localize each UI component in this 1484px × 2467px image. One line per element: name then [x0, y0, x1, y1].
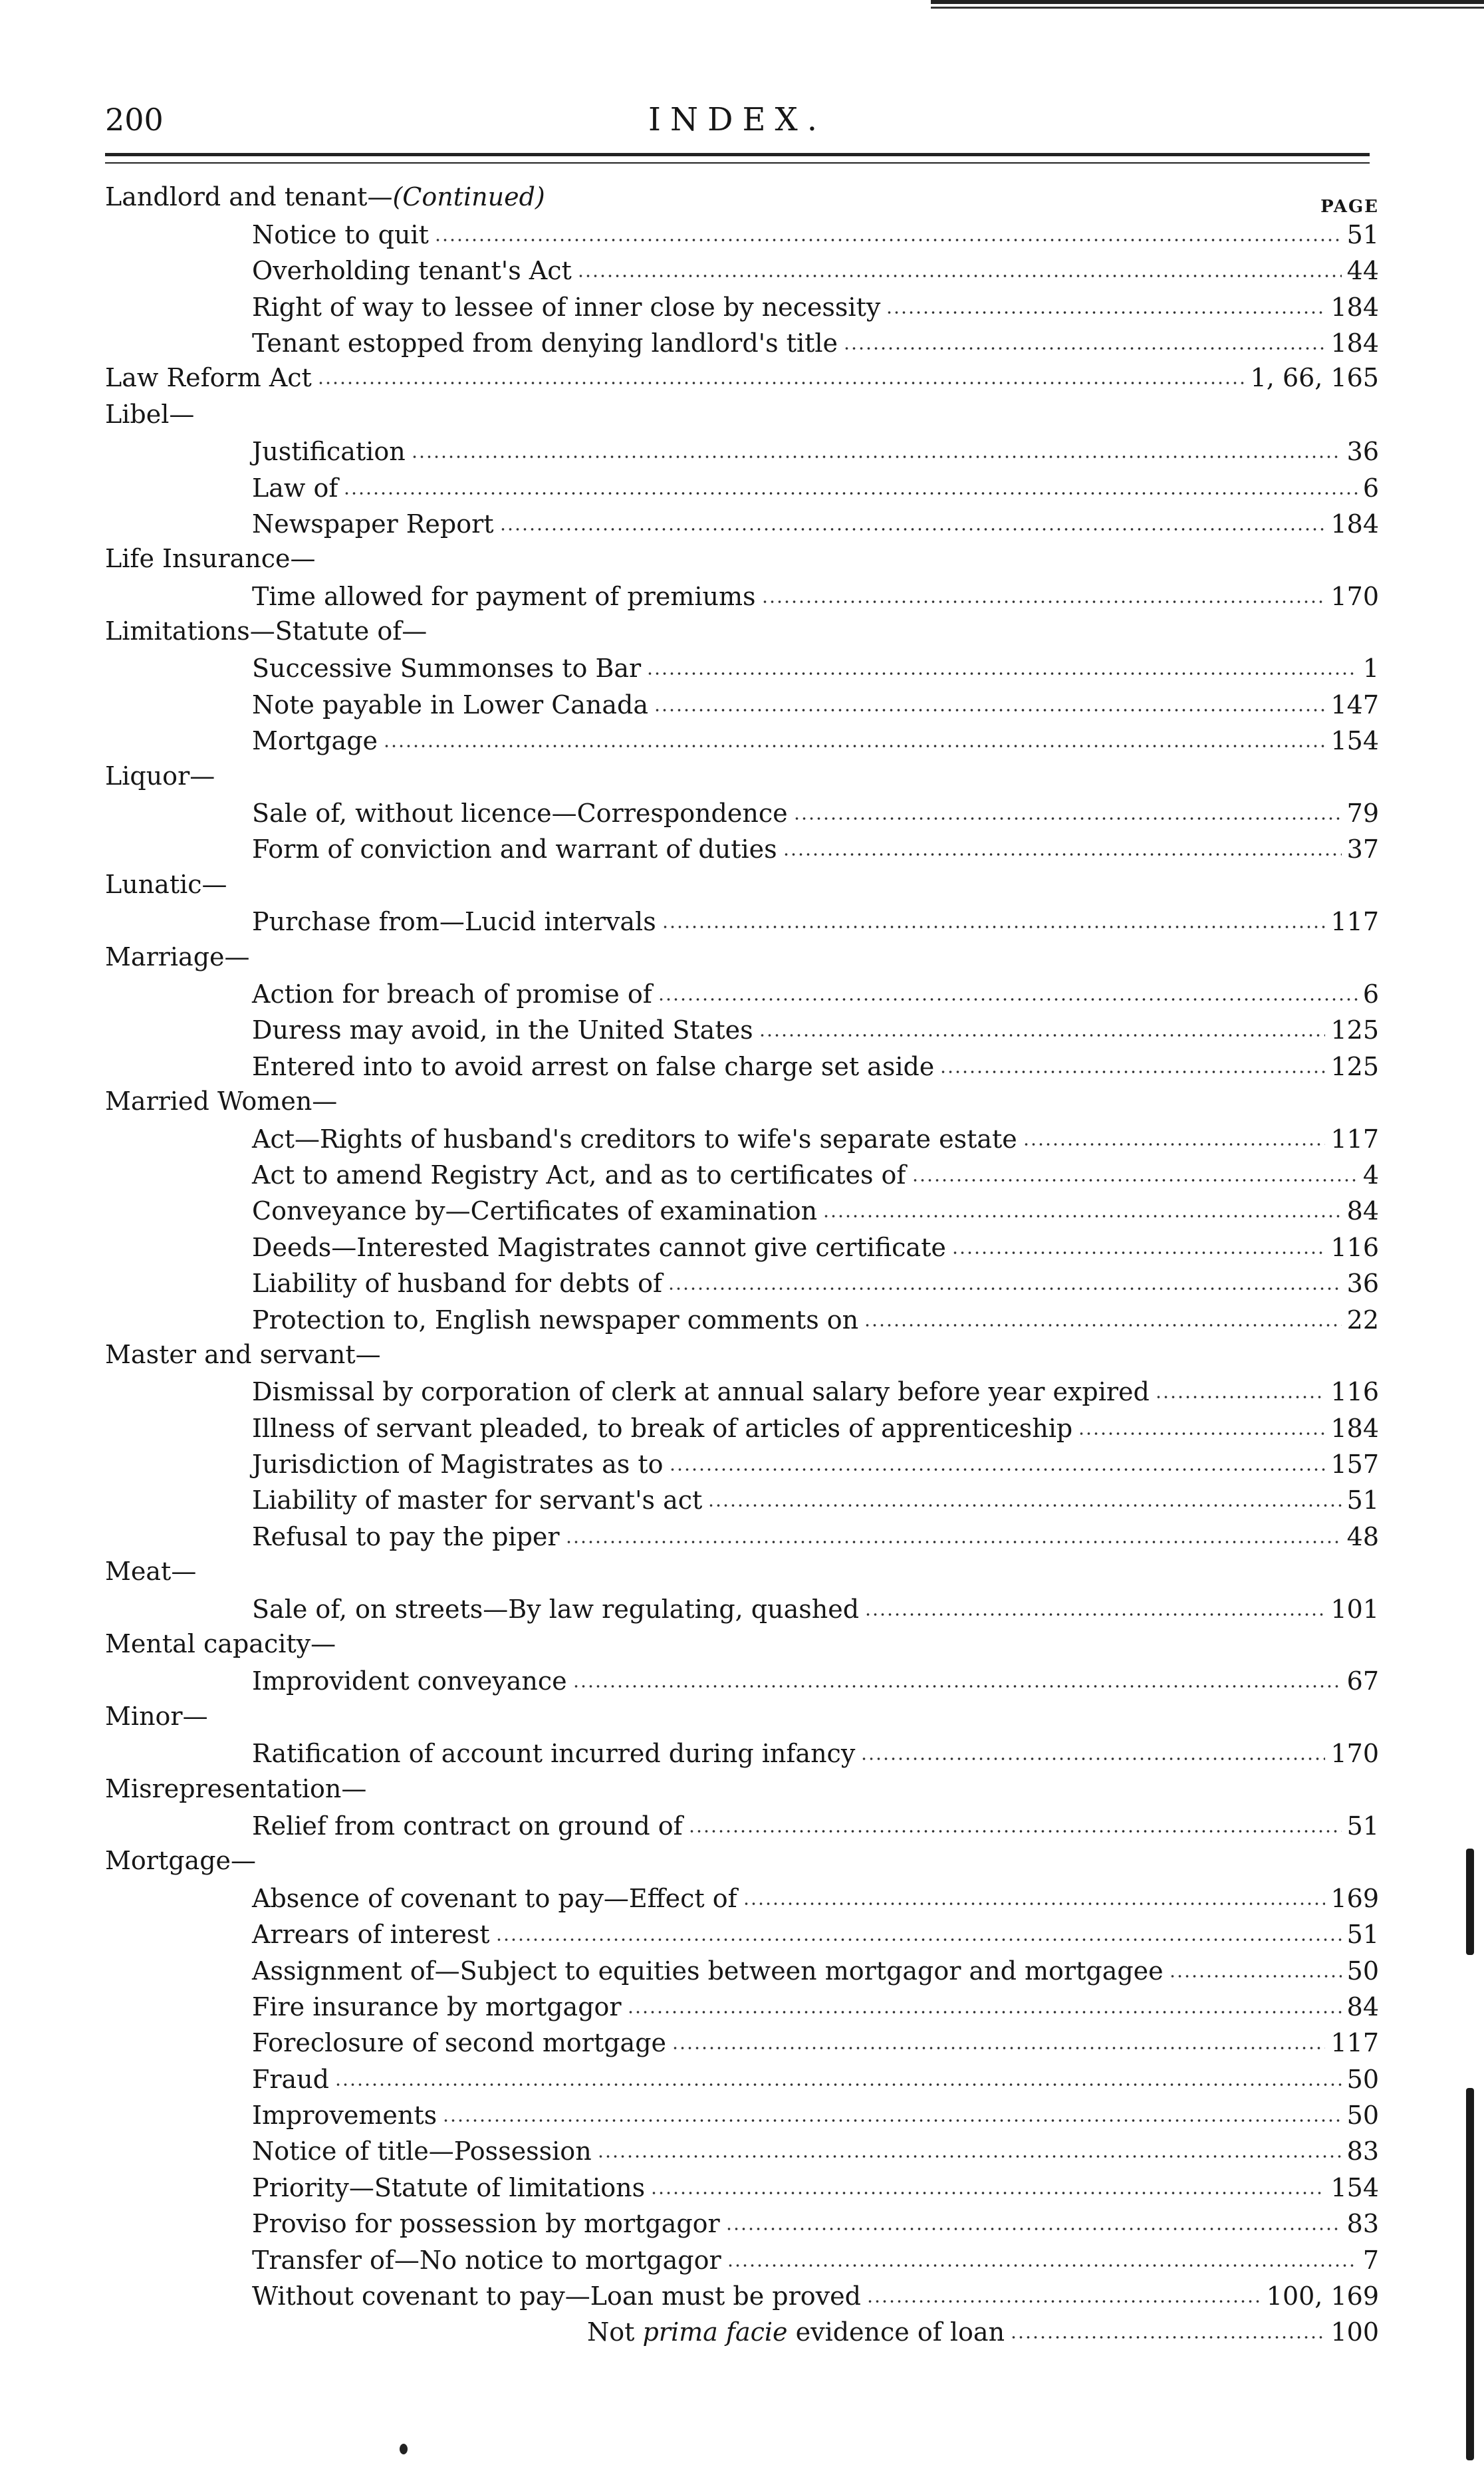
dot-leader [672, 2046, 1325, 2050]
entry-text-main: Fire insurance by mortgagor [252, 1992, 622, 2021]
entry-page-ref: 169 [1330, 1883, 1379, 1913]
dot-leader [654, 708, 1325, 712]
entry-text-main: Action for breach of promise of [252, 979, 652, 1009]
entry-text-main: Transfer of—No notice to mortgagor [252, 2245, 721, 2275]
index-entry [105, 687, 1379, 723]
index-entry [105, 507, 1379, 543]
entry-page-ref: 51 [1346, 1811, 1379, 1841]
entry-text [105, 942, 250, 972]
index-heading [105, 1772, 1379, 1808]
entry-text-main: Successive Summonses to Bar [252, 654, 642, 684]
index-entry [105, 2061, 1379, 2097]
dot-leader [597, 2154, 1342, 2158]
entry-text [252, 473, 338, 503]
index-entry [105, 253, 1379, 289]
index-entry [105, 1664, 1379, 1700]
entry-page-ref: 100, 169 [1266, 2281, 1379, 2311]
index-entry [105, 796, 1379, 832]
entry-text [252, 1522, 560, 1551]
entry-text-main: Improvident conveyance [252, 1666, 567, 1696]
entry-text [252, 1666, 567, 1696]
dot-leader [334, 2083, 1342, 2087]
entry-text-main: Relief from contract on ground of [252, 1811, 683, 1841]
dot-leader [668, 1287, 1342, 1291]
dot-leader [650, 2191, 1325, 2195]
entry-page-ref: 184 [1330, 328, 1379, 358]
index-heading [105, 1085, 1379, 1121]
dot-leader [383, 744, 1325, 748]
page-header [105, 100, 1370, 146]
dot-leader [939, 1070, 1325, 1074]
entry-text [105, 1557, 196, 1586]
index-entry [105, 2025, 1379, 2061]
entry-text-main: Minor— [105, 1701, 208, 1731]
entry-text-main: Absence of covenant to pay—Effect of [252, 1883, 737, 1913]
running-title: INDEX. [648, 101, 826, 138]
dot-leader [688, 1829, 1342, 1833]
entry-text-main: Married Women— [105, 1087, 338, 1116]
dot-leader [1078, 1432, 1325, 1436]
entry-text-main: Tenant estopped from denying landlord's title [252, 328, 838, 358]
entry-page-ref: 83 [1346, 2209, 1379, 2239]
index-heading [105, 181, 1379, 217]
entry-text-main: Marriage— [105, 942, 250, 972]
entry-text [252, 1884, 737, 1913]
entry-page-ref: 117 [1330, 907, 1379, 937]
entry-text-main: Life Insurance— [105, 544, 316, 574]
index-entry [105, 1121, 1379, 1157]
dot-leader [886, 311, 1325, 315]
entry-text-main: Misrepresentation— [105, 1773, 367, 1803]
entry-text-main: Notice to quit [252, 219, 429, 249]
entry-page-ref: 125 [1330, 1015, 1379, 1045]
entry-page-ref: 79 [1346, 799, 1379, 829]
index-entry [105, 832, 1379, 868]
index-entry [105, 2315, 1379, 2351]
entry-page-ref: 101 [1330, 1594, 1379, 1624]
index-heading [105, 543, 1379, 579]
entry-page-ref: 7 [1362, 2245, 1379, 2275]
index-list [105, 181, 1379, 2351]
entry-text-main: Note payable in Lower Canada [252, 690, 649, 719]
entry-text [252, 1377, 1150, 1406]
scan-edge-right [1466, 2088, 1474, 2460]
index-entry [105, 2242, 1379, 2278]
index-heading [105, 362, 1379, 398]
dot-leader [565, 1540, 1342, 1544]
entry-text [252, 1811, 683, 1841]
entry-page-ref: 84 [1346, 1992, 1379, 2021]
entry-text-main: Deeds—Interested Magistrates cannot give certificate [252, 1232, 946, 1262]
entry-text-main: Act—Rights of husband's creditors to wife's separate estate [252, 1124, 1017, 1154]
index-heading [105, 868, 1379, 904]
entry-text [252, 1739, 855, 1768]
index-entry [105, 1953, 1379, 1989]
entry-text-tail: evidence of loan [787, 2317, 1005, 2347]
dot-leader [864, 1323, 1342, 1327]
index-entry [105, 2134, 1379, 2170]
entry-text [252, 799, 788, 828]
scan-edge-right [1466, 1849, 1474, 1955]
entry-text-main: Sale of, without licence—Correspondence [252, 799, 788, 829]
index-entry [105, 2279, 1379, 2315]
entry-text-main: Arrears of interest [252, 1920, 490, 1950]
index-heading [105, 940, 1379, 976]
entry-page-ref: 154 [1330, 2172, 1379, 2202]
dot-leader [627, 2010, 1342, 2014]
entry-text [252, 2246, 721, 2275]
entry-text [252, 2173, 645, 2202]
entry-text-main: Master and servant— [105, 1339, 381, 1369]
entry-text [252, 256, 572, 285]
index-entry [105, 1990, 1379, 2025]
entry-page-ref: 116 [1330, 1232, 1379, 1262]
dot-leader [743, 1902, 1326, 1906]
entry-page-ref: 4 [1362, 1160, 1379, 1190]
entry-text [252, 2281, 861, 2311]
entry-text-main: Act to amend Registry Act, and as to certificates of [252, 1160, 906, 1190]
entry-page-ref: 22 [1346, 1305, 1379, 1335]
entry-text-main: Libel— [105, 399, 195, 429]
scan-speck [400, 2444, 408, 2454]
entry-text-main: Lunatic— [105, 869, 227, 899]
entry-text [252, 1052, 934, 1081]
entry-text-main: Without covenant to pay—Loan must be proved [252, 2281, 861, 2311]
entry-text-main: Landlord and tenant— [105, 182, 393, 212]
entry-page-ref: 36 [1346, 1269, 1379, 1299]
entry-text [252, 2065, 329, 2094]
entry-text-main: Assignment of—Subject to equities between mortgagor and mortgagee [252, 1956, 1164, 1986]
entry-text-main: Sale of, on streets—By law regulating, quashed [252, 1594, 860, 1624]
entry-text-main: Illness of servant pleaded, to break of articles of apprenticeship [252, 1413, 1073, 1443]
dot-leader [725, 2227, 1342, 2231]
index-entry [105, 1917, 1379, 1953]
entry-text-main: Refusal to pay the piper [252, 1521, 560, 1551]
entry-text [105, 1629, 336, 1658]
entry-text [252, 1160, 906, 1190]
entry-text [252, 293, 880, 322]
dot-leader [343, 491, 1357, 495]
dot-leader [864, 1613, 1325, 1617]
entry-text-main: Liquor— [105, 761, 215, 791]
entry-text-main: Law of [252, 473, 338, 503]
entry-text [252, 1595, 859, 1624]
entry-text [252, 654, 641, 683]
entry-text-main: Liability of master for servant's act [252, 1486, 703, 1515]
entry-page-ref: 125 [1330, 1051, 1379, 1081]
entry-text-main: Ratification of account incurred during infancy [252, 1739, 856, 1769]
dot-leader [843, 346, 1325, 350]
entry-page-ref: 37 [1346, 835, 1379, 864]
entry-text-main: Not [587, 2317, 643, 2347]
index-entry [105, 1881, 1379, 1916]
index-entry [105, 1374, 1379, 1410]
entry-text [105, 182, 545, 211]
entry-text [252, 1124, 1017, 1154]
index-heading [105, 615, 1379, 651]
entry-text-main: Proviso for possession by mortgagor [252, 2209, 720, 2239]
dot-leader [761, 600, 1326, 604]
entry-text-main: Fraud [252, 2064, 329, 2094]
entry-page-ref: 50 [1346, 1956, 1379, 1986]
entry-text [252, 1196, 817, 1226]
dot-leader [662, 925, 1326, 929]
dot-leader [499, 527, 1326, 531]
entry-page-ref: 67 [1346, 1666, 1379, 1696]
entry-text [252, 1233, 946, 1262]
entry-text-main: Conveyance by—Certificates of examination [252, 1196, 818, 1226]
entry-text [252, 1015, 753, 1045]
entry-page-ref: 51 [1346, 219, 1379, 249]
entry-text-main: Time allowed for payment of premiums [252, 581, 756, 611]
entry-text [252, 328, 838, 358]
index-entry [105, 2098, 1379, 2134]
entry-text [105, 544, 316, 573]
dot-leader [707, 1503, 1341, 1507]
entry-text [105, 761, 215, 791]
index-entry [105, 289, 1379, 325]
entry-text [587, 2317, 1005, 2347]
dot-leader [866, 2299, 1261, 2303]
index-entry [105, 904, 1379, 940]
dot-leader [912, 1178, 1358, 1182]
dot-leader [759, 1033, 1326, 1037]
entry-text-main: Overholding tenant's Act [252, 256, 572, 286]
index-heading [105, 1628, 1379, 1664]
dot-leader [572, 1684, 1342, 1688]
dot-leader [822, 1214, 1342, 1218]
entry-page-ref: 1 [1362, 654, 1379, 684]
entry-text [252, 1956, 1164, 1986]
index-entry [105, 1447, 1379, 1483]
dot-leader [793, 817, 1342, 821]
entry-text-main: Entered into to avoid arrest on false charge set aside [252, 1051, 935, 1081]
dot-leader [727, 2264, 1358, 2268]
entry-text-main: Form of conviction and warrant of duties [252, 835, 777, 864]
entry-text-main: Law Reform Act [105, 363, 312, 393]
header-rule [105, 153, 1370, 156]
entry-text-main: Mental capacity— [105, 1629, 336, 1659]
header-rule-thin [105, 162, 1370, 164]
entry-text [105, 1340, 381, 1369]
entry-text-main: Foreclosure of second mortgage [252, 2028, 667, 2058]
dot-leader [434, 238, 1342, 242]
entry-text-main: Priority—Statute of limitations [252, 2172, 646, 2202]
page-column-header: PAGE [1320, 197, 1379, 217]
dot-leader [669, 1468, 1326, 1472]
index-entry [105, 579, 1379, 614]
dot-leader [317, 381, 1245, 385]
index-heading [105, 1700, 1379, 1736]
entry-text [252, 437, 406, 466]
index-heading [105, 1845, 1379, 1881]
index-entry [105, 1230, 1379, 1265]
index-heading [105, 759, 1379, 795]
entry-text-main: Liability of husband for debts of [252, 1269, 663, 1299]
entry-page-ref: 51 [1346, 1920, 1379, 1950]
index-entry [105, 1302, 1379, 1338]
entry-page-ref: 170 [1330, 581, 1379, 611]
entry-text-italic: prima facie [642, 2317, 788, 2347]
index-entry [105, 1591, 1379, 1627]
entry-text [252, 1992, 622, 2021]
index-entry [105, 651, 1379, 687]
entry-text [105, 1702, 208, 1731]
entry-text-main: Jurisdiction of Magistrates as to [252, 1450, 664, 1480]
entry-text [252, 1450, 664, 1479]
entry-page-ref: 116 [1330, 1377, 1379, 1407]
entry-text [252, 509, 494, 539]
scan-edge-top-line [931, 7, 1484, 9]
dot-leader [1155, 1395, 1326, 1399]
index-entry [105, 217, 1379, 253]
entry-text [252, 835, 777, 864]
index-entry [105, 1519, 1379, 1555]
entry-text-italic: (Continued) [392, 182, 545, 212]
entry-page-ref: 83 [1346, 2137, 1379, 2166]
entry-text [105, 363, 312, 392]
entry-page-ref: 1, 66, 165 [1250, 363, 1379, 393]
entry-text-main: Mortgage— [105, 1846, 257, 1876]
index-entry [105, 2206, 1379, 2242]
entry-text [105, 1846, 256, 1875]
dot-leader [1169, 1974, 1342, 1978]
page-number: 200 [105, 102, 164, 138]
entry-text-main: Dismissal by corporation of clerk at annual salary before year expired [252, 1377, 1150, 1407]
entry-page-ref: 184 [1330, 509, 1379, 539]
entry-text-main: Right of way to lessee of inner close by necessity [252, 292, 881, 322]
scan-edge-top [931, 0, 1484, 4]
entry-text [252, 1305, 858, 1335]
index-entry [105, 470, 1379, 506]
dot-leader [1023, 1142, 1326, 1146]
entry-text [252, 907, 656, 936]
entry-text [252, 1486, 702, 1515]
entry-text [252, 2101, 437, 2130]
entry-text [105, 870, 227, 899]
index-heading [105, 398, 1379, 434]
entry-text-main: Improvements [252, 2101, 437, 2131]
entry-page-ref: 184 [1330, 292, 1379, 322]
entry-page-ref: 117 [1330, 2028, 1379, 2058]
entry-text [252, 2209, 720, 2238]
entry-page-ref: 36 [1346, 437, 1379, 467]
entry-text-main: Justification [252, 437, 406, 467]
dot-leader [495, 1938, 1342, 1942]
entry-page-ref: 157 [1330, 1450, 1379, 1480]
index-entry [105, 1410, 1379, 1446]
entry-text [252, 690, 648, 719]
entry-text [252, 726, 378, 755]
entry-text-main: Protection to, English newspaper comments on [252, 1305, 859, 1335]
entry-text [252, 2028, 666, 2057]
entry-text [105, 1774, 366, 1803]
index-entry [105, 1158, 1379, 1194]
index-entry [105, 434, 1379, 470]
entry-page-ref: 44 [1346, 256, 1379, 286]
entry-text-main: Limitations—Statute of— [105, 616, 428, 646]
index-entry [105, 723, 1379, 759]
entry-page-ref: 84 [1346, 1196, 1379, 1226]
index-entry [105, 1013, 1379, 1049]
index-entry [105, 1194, 1379, 1230]
entry-page-ref: 170 [1330, 1739, 1379, 1769]
index-entry [105, 1049, 1379, 1085]
dot-leader [1010, 2335, 1325, 2339]
dot-leader [860, 1757, 1325, 1761]
entry-text-main: Newspaper Report [252, 509, 494, 539]
index-entry [105, 2170, 1379, 2206]
dot-leader [783, 852, 1342, 856]
entry-page-ref: 154 [1330, 726, 1379, 756]
entry-text-main: Meat— [105, 1557, 197, 1587]
index-entry [105, 1483, 1379, 1519]
entry-page-ref: 50 [1346, 2064, 1379, 2094]
dot-leader [411, 455, 1342, 459]
entry-page-ref: 100 [1330, 2317, 1379, 2347]
entry-text [252, 2137, 592, 2166]
index-heading [105, 1555, 1379, 1591]
entry-text-main: Purchase from—Lucid intervals [252, 907, 656, 937]
entry-text [252, 1920, 490, 1949]
entry-text-main: Duress may avoid, in the United States [252, 1015, 753, 1045]
index-entry [105, 326, 1379, 362]
entry-text-main: Notice of title—Possession [252, 2137, 592, 2166]
entry-text [105, 1087, 337, 1116]
entry-text [252, 1269, 662, 1298]
dot-leader [646, 672, 1358, 676]
entry-text-main: Mortgage [252, 726, 378, 756]
index-heading [105, 1339, 1379, 1374]
entry-text [105, 616, 427, 646]
index-entry [105, 1736, 1379, 1772]
entry-page-ref: 6 [1362, 979, 1379, 1009]
entry-page-ref: 184 [1330, 1413, 1379, 1443]
dot-leader [442, 2119, 1342, 2123]
entry-text [252, 1414, 1072, 1443]
entry-page-ref: 117 [1330, 1124, 1379, 1154]
index-entry [105, 1809, 1379, 1845]
dot-leader [577, 274, 1342, 278]
entry-text [252, 582, 756, 611]
entry-text [252, 979, 652, 1009]
entry-text [252, 220, 429, 249]
entry-page-ref: 50 [1346, 2101, 1379, 2131]
dot-leader [658, 997, 1358, 1001]
entry-page-ref: 6 [1362, 473, 1379, 503]
index-entry [105, 977, 1379, 1013]
entry-text [105, 400, 194, 429]
entry-page-ref: 48 [1346, 1521, 1379, 1551]
entry-page-ref: 51 [1346, 1486, 1379, 1515]
index-entry [105, 1266, 1379, 1302]
entry-page-ref: 147 [1330, 690, 1379, 719]
dot-leader [951, 1251, 1326, 1255]
